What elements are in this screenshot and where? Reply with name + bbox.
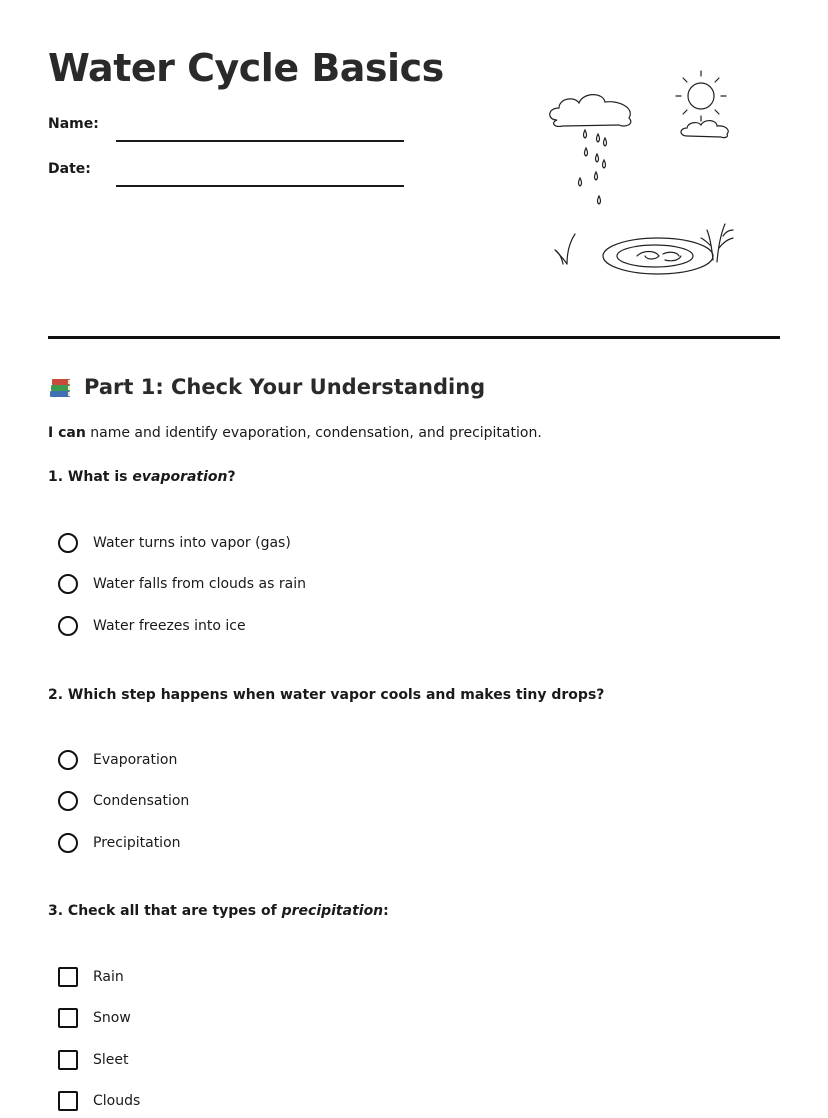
- question-2-prefix: 2. Which step happens when water vapor cools and makes tiny drops?: [48, 687, 605, 703]
- grass-icon: [555, 224, 733, 264]
- option-label: Water freezes into ice: [93, 618, 246, 634]
- radio-button[interactable]: [58, 533, 78, 553]
- question-3-option-3[interactable]: [58, 1050, 129, 1070]
- water-cycle-illustration: [545, 70, 745, 280]
- question-2: [48, 687, 604, 703]
- raindrops-icon: [579, 130, 607, 204]
- radio-button[interactable]: [58, 750, 78, 770]
- question-1-emphasis: evaporation: [132, 469, 228, 485]
- radio-button[interactable]: [58, 574, 78, 594]
- option-label: Sleet: [93, 1052, 129, 1068]
- question-3-suffix: :: [383, 903, 389, 919]
- question-3: [48, 903, 389, 919]
- option-label: Evaporation: [93, 752, 178, 768]
- date-label: Date:: [48, 161, 91, 177]
- question-3-option-4[interactable]: [58, 1091, 140, 1111]
- question-3-prefix: 3. Check all that are types of: [48, 903, 282, 919]
- small-cloud-icon: [681, 121, 728, 138]
- question-1-option-2[interactable]: [58, 574, 306, 594]
- question-3-option-1[interactable]: [58, 967, 124, 987]
- checkbox[interactable]: [58, 1050, 78, 1070]
- section-heading-text: Part 1: Check Your Understanding: [84, 375, 486, 399]
- checkbox[interactable]: [58, 967, 78, 987]
- option-label: Snow: [93, 1010, 131, 1026]
- option-label: Water turns into vapor (gas): [93, 535, 291, 551]
- option-label: Water falls from clouds as rain: [93, 576, 306, 592]
- option-label: Rain: [93, 969, 124, 985]
- radio-button[interactable]: [58, 791, 78, 811]
- option-label: Precipitation: [93, 835, 181, 851]
- name-input-line[interactable]: [116, 140, 404, 142]
- radio-button[interactable]: [58, 616, 78, 636]
- date-field-row: [48, 161, 404, 177]
- question-1-suffix: ?: [227, 469, 236, 485]
- books-icon: [48, 374, 74, 400]
- question-3-option-2[interactable]: [58, 1008, 131, 1028]
- learning-objective: [48, 425, 542, 441]
- objective-strong: I can: [48, 425, 86, 441]
- question-2-option-2[interactable]: [58, 791, 189, 811]
- name-label: Name:: [48, 116, 99, 132]
- checkbox[interactable]: [58, 1008, 78, 1028]
- question-2-option-3[interactable]: [58, 833, 181, 853]
- sun-icon: [676, 71, 726, 121]
- name-field-row: [48, 116, 404, 132]
- radio-button[interactable]: [58, 833, 78, 853]
- section-divider: [48, 336, 780, 339]
- question-1-option-3[interactable]: [58, 616, 246, 636]
- rain-cloud-icon: [550, 95, 631, 127]
- objective-text: name and identify evaporation, condensation, and precipitation.: [85, 425, 542, 441]
- worksheet-title: Water Cycle Basics: [48, 46, 444, 90]
- option-label: Clouds: [93, 1093, 141, 1109]
- puddle-icon: [603, 238, 713, 274]
- question-1: [48, 469, 236, 485]
- question-3-emphasis: precipitation: [281, 903, 384, 919]
- date-input-line[interactable]: [116, 185, 404, 187]
- section-heading: [48, 374, 485, 400]
- question-1-prefix: 1. What is: [48, 469, 133, 485]
- question-1-option-1[interactable]: [58, 533, 291, 553]
- checkbox[interactable]: [58, 1091, 78, 1111]
- option-label: Condensation: [93, 793, 190, 809]
- question-2-option-1[interactable]: [58, 750, 177, 770]
